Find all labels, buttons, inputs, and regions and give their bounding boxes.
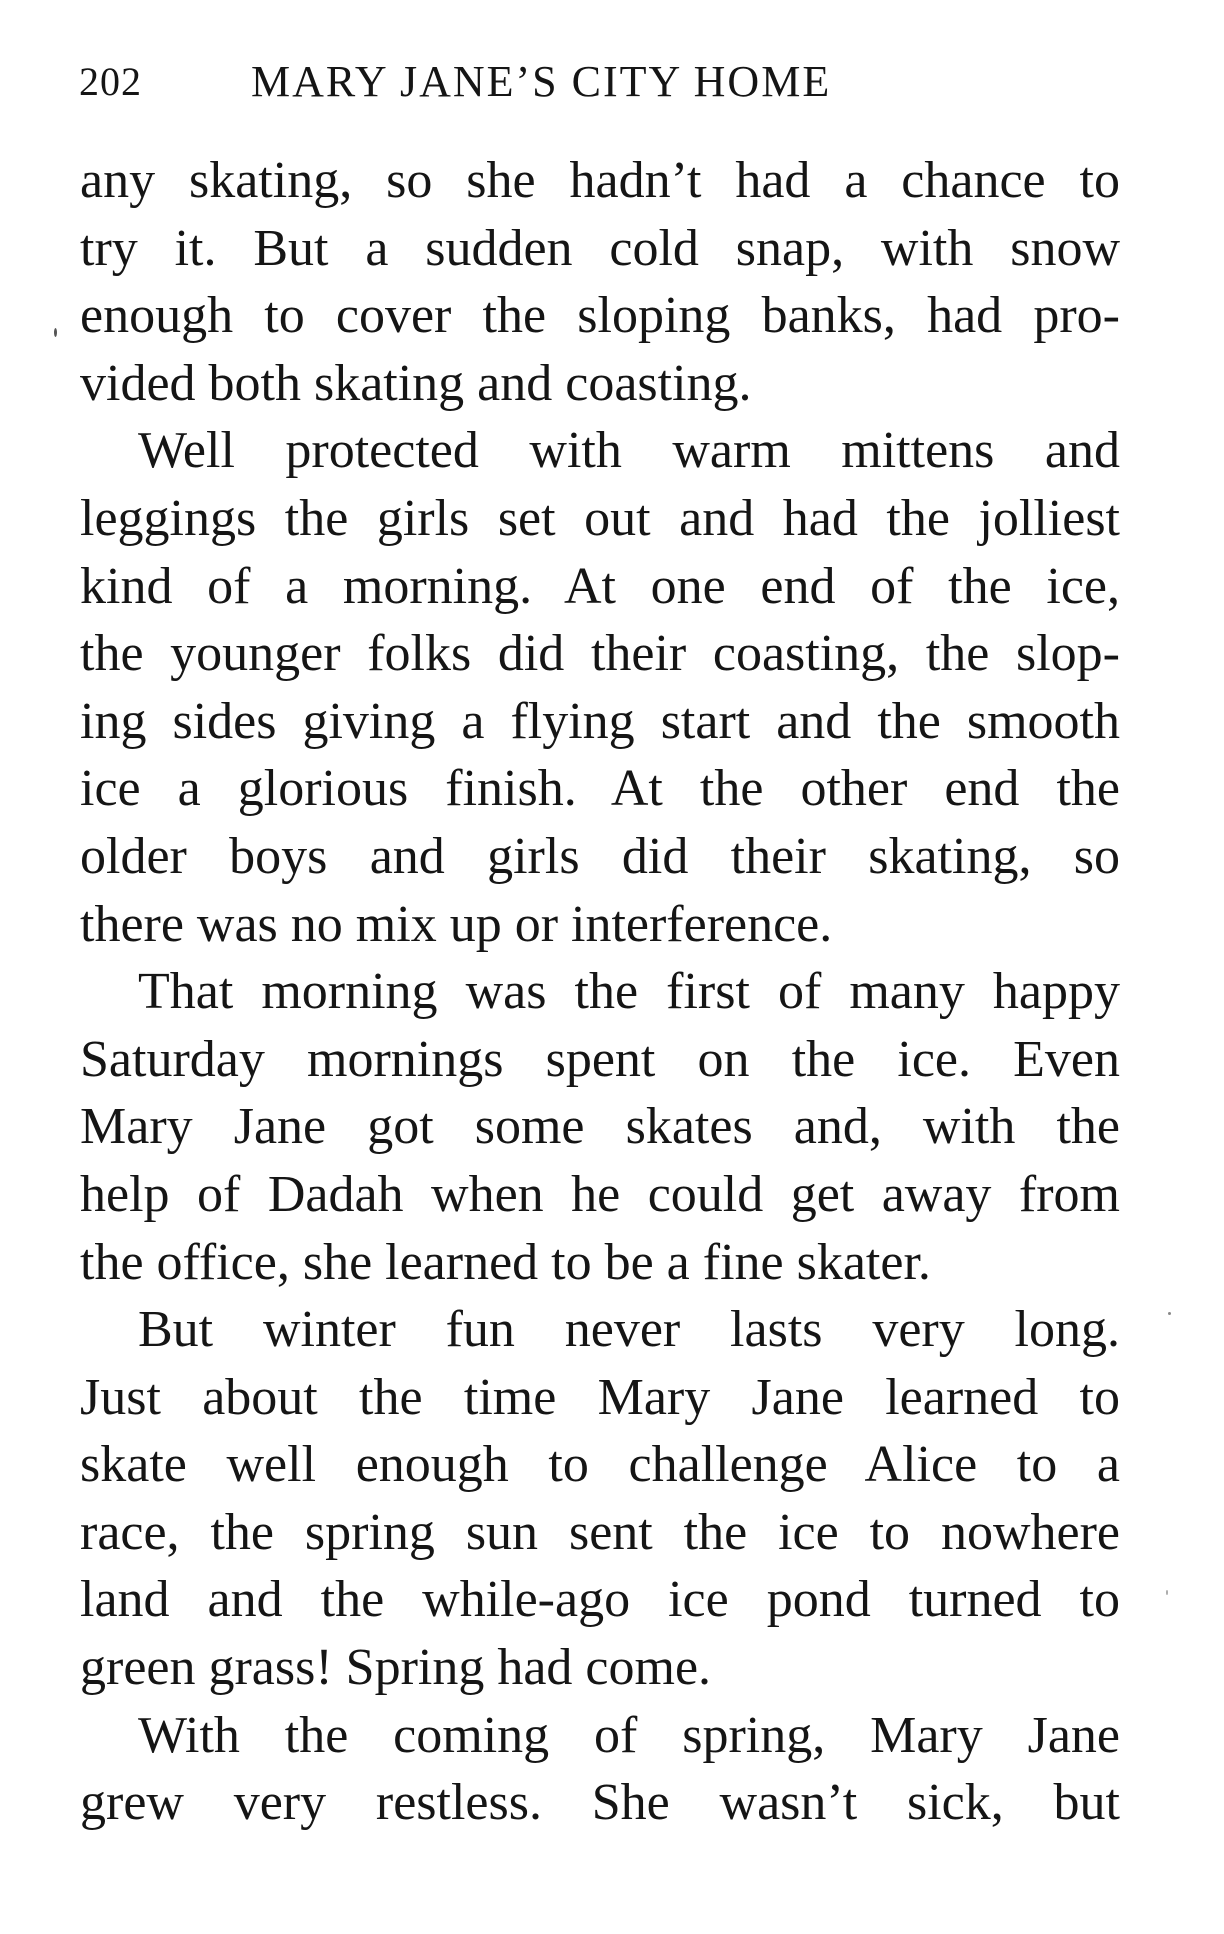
text-line: That morning was the first of many happy [138,963,1120,1021]
text-line: Mary Jane got some skates and, with the [80,1098,1120,1156]
page-number: 202 [79,59,142,104]
text-line: Saturday mornings spent on the ice. Even [80,1030,1120,1088]
text-line: the office, she learned to be a fine skater. [80,1233,931,1291]
scan-speck [1168,1312,1171,1315]
text-line: With the coming of spring, Mary Jane [138,1706,1120,1764]
text-line: But winter fun never lasts very long. [138,1301,1120,1359]
scan-speck [1166,1590,1168,1595]
text-line: help of Dadah when he could get away from [80,1165,1120,1223]
text-line: try it. But a sudden cold snap, with snow [80,219,1120,277]
text-line: grew very restless. She wasn’t sick, but [80,1774,1120,1832]
running-head: MARY JANE’S CITY HOME [251,57,832,106]
text-line: ice a glorious finish. At the other end the [80,760,1120,818]
text-line: land and the while-ago ice pond turned to [80,1571,1120,1629]
text-line: the younger folks did their coasting, the slop- [80,625,1120,683]
text-line: kind of a morning. At one end of the ice, [80,557,1120,615]
text-line: race, the spring sun sent the ice to nowhere [80,1503,1120,1561]
text-line: older boys and girls did their skating, so [80,827,1120,885]
page-header [79,52,959,112]
text-line: vided both skating and coasting. [80,354,752,412]
text-line: any skating, so she hadn’t had a chance to [80,152,1120,209]
text-line: enough to cover the sloping banks, had pro- [80,287,1120,345]
body-text [80,147,1120,1837]
text-line: leggings the girls set out and had the jolliest [80,489,1120,547]
text-line: there was no mix up or interference. [80,895,833,953]
text-line: Just about the time Mary Jane learned to [80,1368,1120,1426]
text-line: ing sides giving a flying start and the smooth [80,692,1120,750]
text-line: skate well enough to challenge Alice to a [80,1436,1120,1494]
text-line: green grass! Spring had come. [80,1639,712,1697]
scan-speck [54,328,57,337]
text-line: Well protected with warm mittens and [138,422,1120,480]
